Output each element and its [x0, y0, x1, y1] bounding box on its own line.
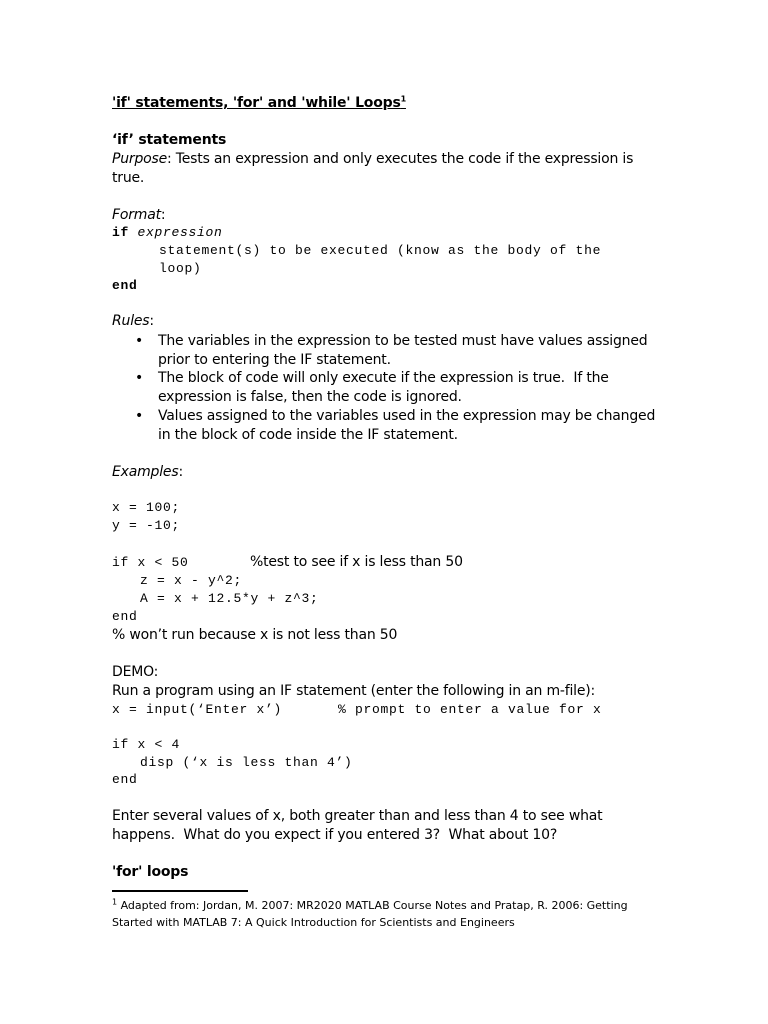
purpose-label: Purpose: [112, 151, 168, 167]
examples-label-line: [112, 464, 183, 480]
example-code-if: if x < 50: [112, 555, 189, 570]
example-code-A: A = x + 12.5*y + z^3;: [140, 591, 319, 606]
examples-label: Examples: [112, 464, 179, 480]
example-code-z: z = x - y^2;: [140, 573, 243, 588]
if-section-title: ‘if’ statements: [112, 132, 227, 148]
format-code-end: end: [112, 278, 138, 293]
rules-label: Rules: [112, 313, 150, 329]
bullet-icon: •: [135, 333, 144, 349]
footnote-divider: [112, 890, 248, 892]
footnote-text-1: Adapted from: Jordan, M. 2007: MR2020 MATLAB Course Notes and Pratap, R. 2006: Getting: [117, 899, 628, 912]
purpose-text: : Tests an expression and only executes the code if the expression is: [167, 151, 634, 167]
for-section-title: 'for' loops: [112, 864, 189, 880]
example-code-end: end: [112, 609, 138, 624]
demo-code-end: end: [112, 772, 138, 787]
demo-paragraph-line-1: Enter several values of x, both greater than and less than 4 to see what: [112, 808, 603, 824]
footnote-line-1: [112, 899, 628, 912]
purpose-line-1: [112, 151, 633, 167]
rule-3-line-1: Values assigned to the variables used in the expression may be changed: [158, 408, 656, 424]
footnote-reference: 1: [400, 94, 406, 104]
rule-1-line-2: prior to entering the IF statement.: [158, 352, 391, 368]
examples-colon: :: [178, 464, 183, 480]
format-label: Format: [112, 207, 161, 223]
page-title-text: 'if' statements, 'for' and 'while' Loops: [112, 95, 401, 111]
purpose-line-2: true.: [112, 170, 145, 186]
rule-2-line-2: expression is false, then the code is ignored.: [158, 389, 462, 405]
format-code-statement-1: statement(s) to be executed (know as the body of the: [159, 243, 602, 258]
example-code-comment: %test to see if x is less than 50: [250, 554, 463, 570]
demo-intro: Run a program using an IF statement (enter the following in an m-file):: [112, 683, 596, 699]
demo-code-if: if x < 4: [112, 737, 181, 752]
footnote-line-2: Started with MATLAB 7: A Quick Introduction for Scientists and Engineers: [112, 916, 515, 929]
example-note: % won’t run because x is not less than 50: [112, 627, 398, 643]
rules-colon: :: [149, 313, 154, 329]
format-colon: :: [160, 207, 166, 223]
demo-code-disp: disp (‘x is less than 4’): [140, 755, 353, 770]
format-code-statement-2: loop): [159, 261, 202, 276]
format-label-line: [112, 207, 165, 223]
demo-label: DEMO:: [112, 664, 159, 680]
example-code-y: y = -10;: [112, 518, 181, 533]
rule-1-line-1: The variables in the expression to be tested must have values assigned: [158, 333, 648, 349]
example-code-x: x = 100;: [112, 500, 181, 515]
bullet-icon: •: [135, 408, 144, 424]
code-if-keyword: if: [112, 225, 130, 240]
bullet-icon: •: [135, 370, 144, 386]
rule-2-line-1: The block of code will only execute if the expression is true. If the: [158, 370, 609, 386]
rules-label-line: [112, 313, 154, 329]
demo-code-input: x = input(‘Enter x’): [112, 702, 283, 717]
page-title: [112, 95, 406, 111]
demo-paragraph-line-2: happens. What do you expect if you entered 3? What about 10?: [112, 827, 558, 843]
rule-3-line-2: in the block of code inside the IF statement.: [158, 427, 458, 443]
demo-code-input-comment: % prompt to enter a value for x: [338, 702, 602, 717]
footnote-mark: 1: [112, 897, 118, 907]
code-if-expression: expression: [129, 225, 223, 240]
format-code-if: [112, 225, 223, 240]
